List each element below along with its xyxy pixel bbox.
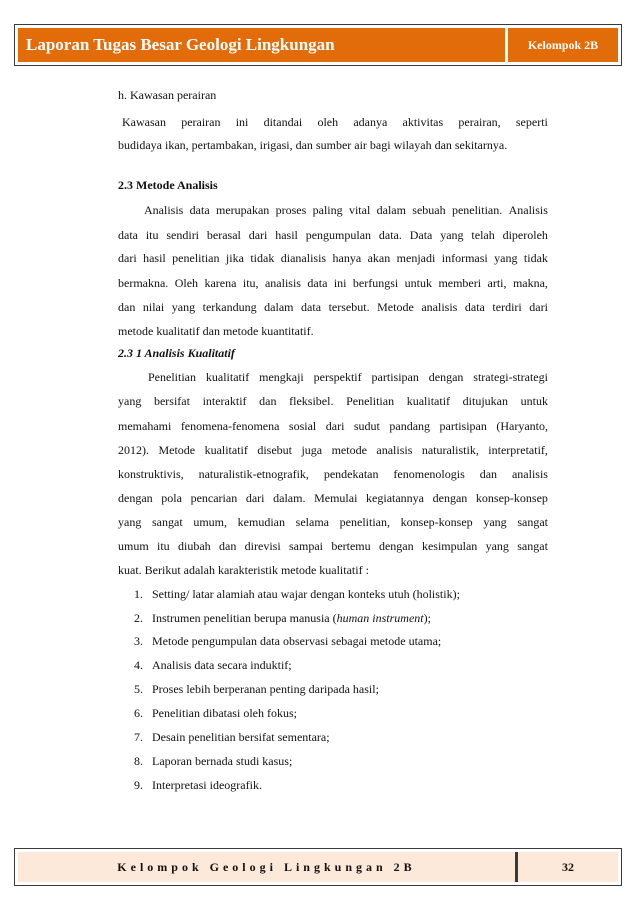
- section-h-line-2: budidaya ikan, pertambakan, irigasi, dan sumber air bagi wilayah dan sekitarnya.: [118, 138, 508, 152]
- list-text: Interpretasi ideografik.: [152, 778, 262, 792]
- section-2-3-1-line: yang sangat umum, kemudian selama penelitian, konsep-konsep yang sangat: [118, 515, 548, 529]
- list-item: [134, 682, 379, 697]
- section-2-3-1-last-line: kuat. Berikut adalah karakteristik metode kualitatif :: [118, 563, 369, 577]
- list-number: 5.: [134, 682, 143, 696]
- section-2-3-line: Analisis data merupakan proses paling vital dalam sebuah penelitian. Analisis: [144, 203, 548, 217]
- list-item: [134, 611, 431, 626]
- list-number: 7.: [134, 730, 143, 744]
- list-text: Laporan bernada studi kasus;: [152, 754, 293, 768]
- list-item: [134, 706, 297, 721]
- section-2-3-1-line: konstruktivis, naturalistik-etnografik, pendekatan fenomenologis dan analisis: [118, 467, 548, 481]
- list-text: Metode pengumpulan data observasi sebagai metode utama;: [152, 634, 442, 648]
- list-text: Penelitian dibatasi oleh fokus;: [152, 706, 297, 720]
- word: seperti: [515, 115, 548, 129]
- section-2-3-line: data itu sendiri berasal dari hasil pengumpulan data. Data yang telah diperoleh: [118, 228, 548, 242]
- word: ditandai: [263, 115, 303, 129]
- section-h-title: h. Kawasan perairan: [118, 88, 217, 102]
- word: perairan: [181, 115, 221, 129]
- list-text: Instrumen penelitian berupa manusia (: [152, 611, 337, 625]
- page-footer: [14, 848, 622, 886]
- word: oleh: [317, 115, 339, 129]
- list-item: [134, 778, 262, 793]
- header-title: Laporan Tugas Besar Geologi Lingkungan: [18, 28, 505, 62]
- list-item: [134, 730, 330, 745]
- list-item: [134, 754, 292, 769]
- section-2-3-1-line: 2012). Metode kualitatif disebut juga metode analisis naturalistik, interpretatif,: [118, 443, 548, 457]
- list-number: 9.: [134, 778, 143, 792]
- section-2-3-1-title: 2.3 1 Analisis Kualitatif: [118, 346, 235, 360]
- list-number: 2.: [134, 611, 143, 625]
- word: perairan,: [458, 115, 501, 129]
- section-h-line-1: [122, 115, 548, 130]
- list-number: 6.: [134, 706, 143, 720]
- list-number: 3.: [134, 634, 143, 648]
- list-text: Desain penelitian bersifat sementara;: [152, 730, 330, 744]
- page-header: [14, 24, 622, 66]
- section-2-3-1-line: umum itu diubah dan direvisi sampai bertemu dengan kesimpulan yang sangat: [118, 539, 548, 553]
- list-text: Analisis data secara induktif;: [152, 658, 292, 672]
- word: Kawasan: [122, 115, 166, 129]
- list-number: 1.: [134, 587, 143, 601]
- section-2-3-1-line: Penelitian kualitatif mengkaji perspektif partisipan dengan strategi-strategi: [148, 370, 548, 384]
- section-2-3-line: bermakna. Oleh karena itu, analisis data ini berfungsi untuk memberi arti, makna,: [118, 276, 548, 290]
- section-2-3-title: 2.3 Metode Analisis: [118, 178, 218, 192]
- section-2-3-line: dan nilai yang terkandung dalam data tersebut. Metode analisis data terdiri dari: [118, 300, 548, 314]
- list-text: Setting/ latar alamiah atau wajar dengan konteks utuh (holistik);: [152, 587, 460, 601]
- list-item: [134, 658, 292, 673]
- footer-label: Kelompok Geologi Lingkungan 2B: [18, 852, 515, 882]
- list-item: [134, 587, 460, 602]
- header-group-label: Kelompok 2B: [508, 28, 618, 62]
- section-2-3-1-line: dengan pola pencarian dari dalam. Memulai kegiatannya dengan konsep-konsep: [118, 491, 548, 505]
- list-text: );: [423, 611, 431, 625]
- section-2-3-1-line: yang bersifat interaktif dan fleksibel. Penelitian kualitatif ditujukan untuk: [118, 394, 548, 408]
- word: adanya: [353, 115, 388, 129]
- list-number: 8.: [134, 754, 143, 768]
- list-number: 4.: [134, 658, 143, 672]
- list-text: Proses lebih berperanan penting daripada hasil;: [152, 682, 379, 696]
- list-item: [134, 634, 441, 649]
- word: ini: [235, 115, 249, 129]
- list-text-emphasis: human instrument: [336, 611, 424, 625]
- page-number: 32: [518, 852, 618, 882]
- section-2-3-line: dari hasil penelitian jika tidak dianalisis hanya akan menjadi informasi yang tidak: [118, 251, 548, 265]
- word: aktivitas: [402, 115, 444, 129]
- section-2-3-last-line: metode kualitatif dan metode kuantitatif.: [118, 324, 314, 338]
- section-2-3-1-line: memahami fenomena-fenomena sosial dari sudut pandang partisipan (Haryanto,: [118, 419, 548, 433]
